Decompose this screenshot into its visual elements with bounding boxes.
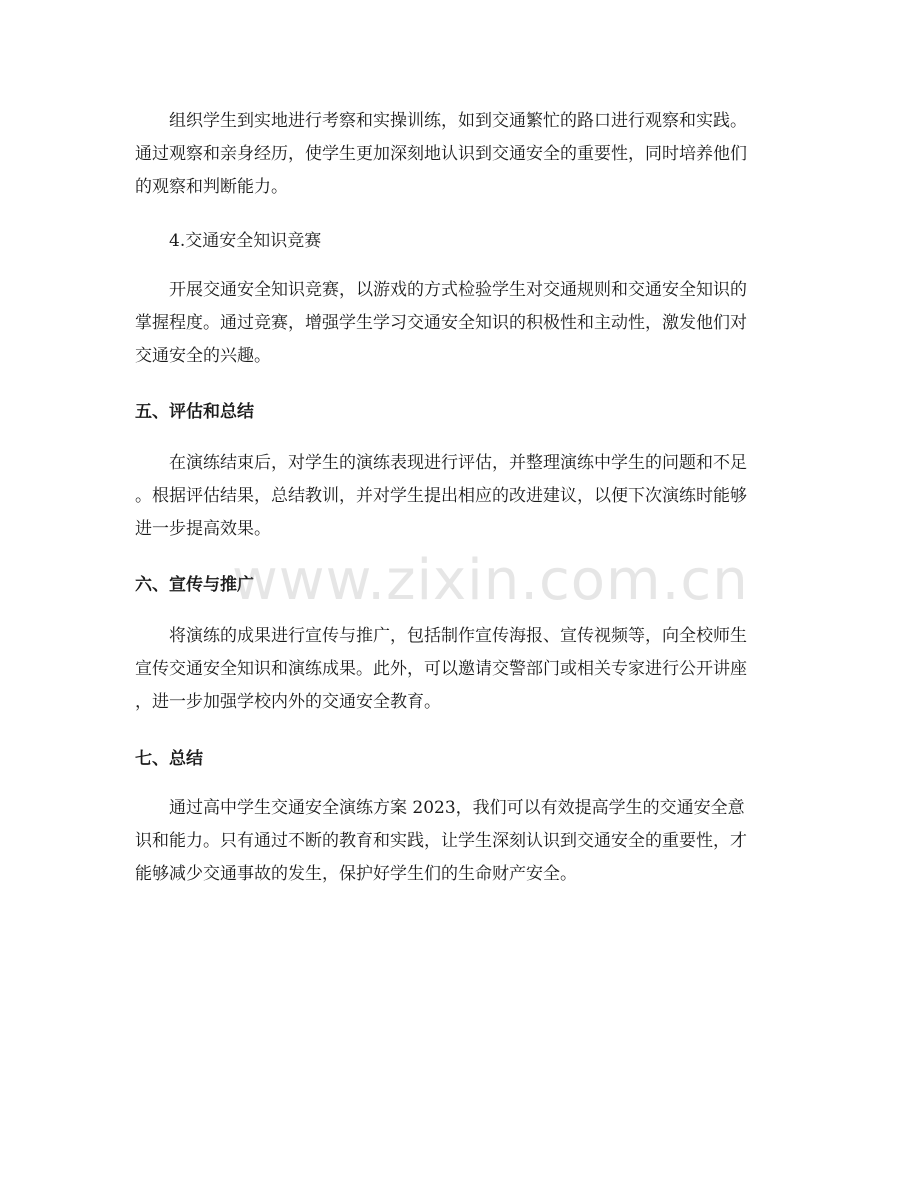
paragraph-competition [135,274,790,373]
paragraph-line: 交通安全的兴趣。 [135,346,271,366]
paragraph-evaluation [135,447,790,546]
paragraph-line: 通过高中学生交通安全演练方案 2023，我们可以有效提高学生的交通安全意 [169,798,745,818]
paragraph-line: 掌握程度。通过竞赛，增强学生学习交通安全知识的积极性和主动性，激发他们对 [135,313,747,333]
paragraph-line: 将演练的成果进行宣传与推广，包括制作宣传海报、宣传视频等，向全校师生 [169,626,747,646]
paragraph-field-practice [135,105,790,204]
paragraph-line: 识和能力。只有通过不断的教育和实践，让学生深刻认识到交通安全的重要性，才 [135,831,747,851]
subheading-text: 4.交通安全知识竞赛 [169,231,322,251]
paragraph-line: 进一步提高效果。 [135,519,271,539]
section-heading-evaluation [135,397,790,427]
paragraph-line: 宣传交通安全知识和演练成果。此外，可以邀请交警部门或相关专家进行公开讲座 [135,659,747,679]
section-heading-promotion [135,570,790,600]
paragraph-line: ，进一步加强学校内外的交通安全教育。 [135,692,441,712]
section-heading: 六、宣传与推广 [135,575,254,595]
watermark-text: www.zixin.com.cn [232,548,749,613]
subheading-competition [135,226,790,256]
section-heading: 五、评估和总结 [135,402,254,422]
paragraph-promotion [135,620,790,719]
section-heading: 七、总结 [135,749,203,769]
paragraph-summary [135,792,790,891]
paragraph-line: 开展交通安全知识竞赛，以游戏的方式检验学生对交通规则和交通安全知识的 [169,280,747,300]
paragraph-line: 通过观察和亲身经历，使学生更加深刻地认识到交通安全的重要性，同时培养他们 [135,144,747,164]
section-heading-summary [135,744,790,774]
paragraph-line: 能够减少交通事故的发生，保护好学生们的生命财产安全。 [135,864,577,884]
paragraph-line: 在演练结束后，对学生的演练表现进行评估，并整理演练中学生的问题和不足 [169,453,747,473]
paragraph-line: 。根据评估结果，总结教训，并对学生提出相应的改进建议，以便下次演练时能够 [135,486,747,506]
paragraph-line: 的观察和判断能力。 [135,177,288,197]
paragraph-line: 组织学生到实地进行考察和实操训练，如到交通繁忙的路口进行观察和实践。 [169,111,747,131]
